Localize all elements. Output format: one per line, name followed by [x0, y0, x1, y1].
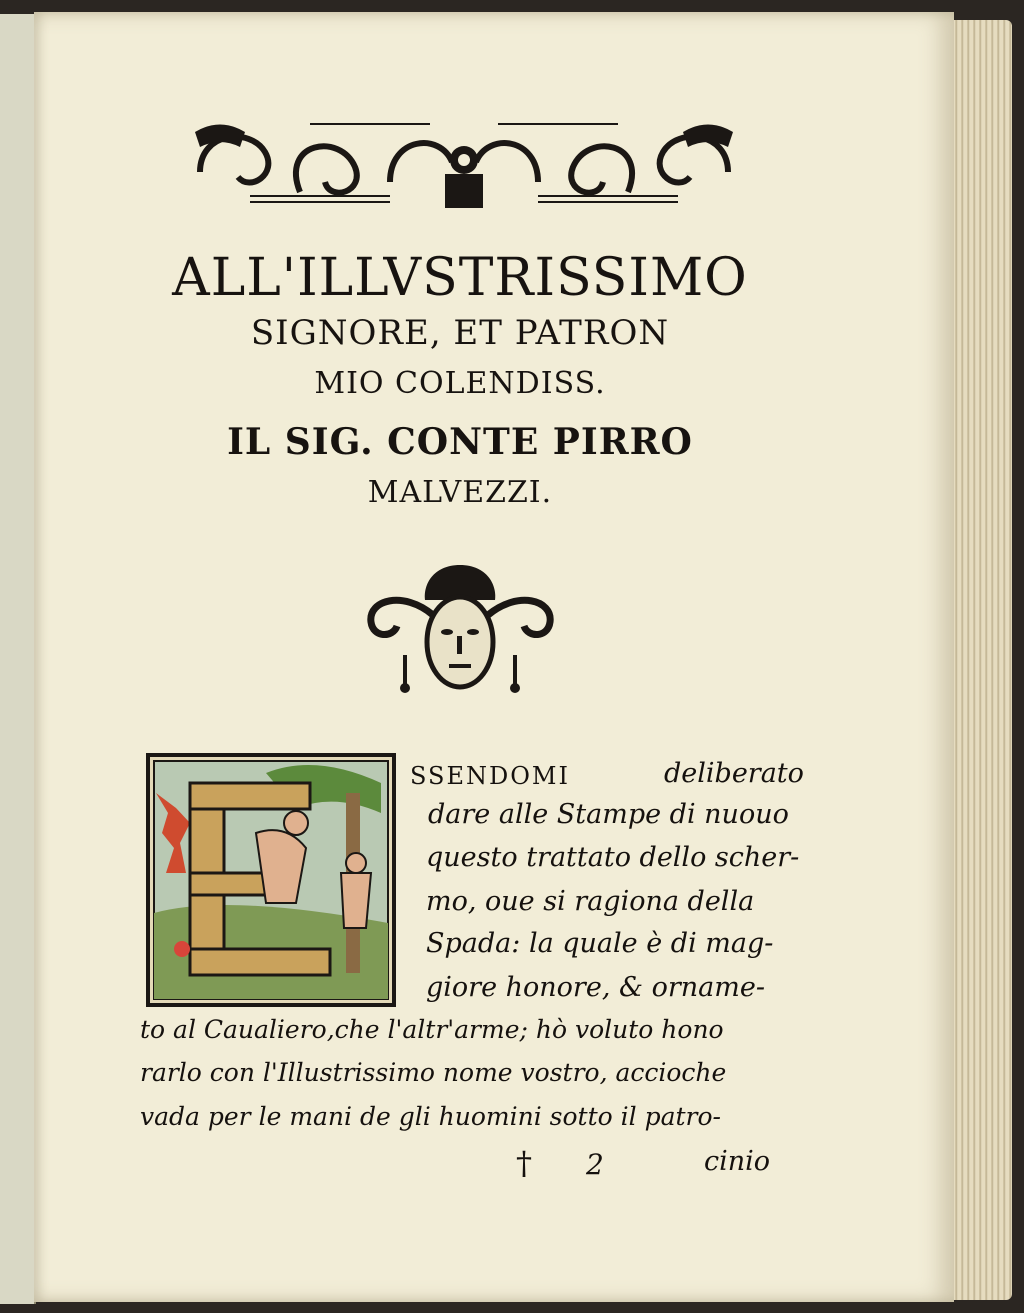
heading-line-4: IL SIG. CONTE PIRRO: [227, 421, 693, 463]
catchword: cinio: [704, 1146, 771, 1177]
headpiece-ornament: [190, 112, 738, 220]
body-line-3: questo trattato dello scher-: [426, 842, 800, 873]
body-line-4: mo, oue si ragiona della: [426, 886, 755, 917]
body-first-word: SSENDOMI: [410, 762, 570, 790]
illuminated-initial-e: [146, 753, 396, 1007]
body-line-5: Spada: la quale è di mag-: [426, 928, 774, 959]
facing-page-edge: [0, 14, 36, 1304]
heading-line-2: SIGNORE, ET PATRON: [250, 313, 670, 353]
body-line-1: deliberato: [664, 758, 804, 789]
body-line-8: rarlo con l'Illustrissimo nome vostro, accioche: [140, 1058, 727, 1087]
heading-line-5: MALVEZZI.: [367, 475, 553, 510]
body-line-7: to al Caualiero,che l'altr'arme; hò voluto hono: [140, 1015, 724, 1044]
body-line-2: dare alle Stampe di nuouo: [428, 799, 789, 830]
signature-number: 2: [586, 1148, 604, 1181]
heading-line-3: MIO COLENDISS.: [314, 366, 606, 401]
body-line-9: vada per le mani de gli huomini sotto il patro-: [140, 1102, 721, 1131]
signature-mark: †: [516, 1144, 532, 1182]
body-line-6: giore honore, & orname-: [426, 972, 765, 1003]
mask-ornament: [363, 560, 558, 702]
heading-line-1: ALL'ILLVSTRISSIMO: [172, 248, 748, 308]
